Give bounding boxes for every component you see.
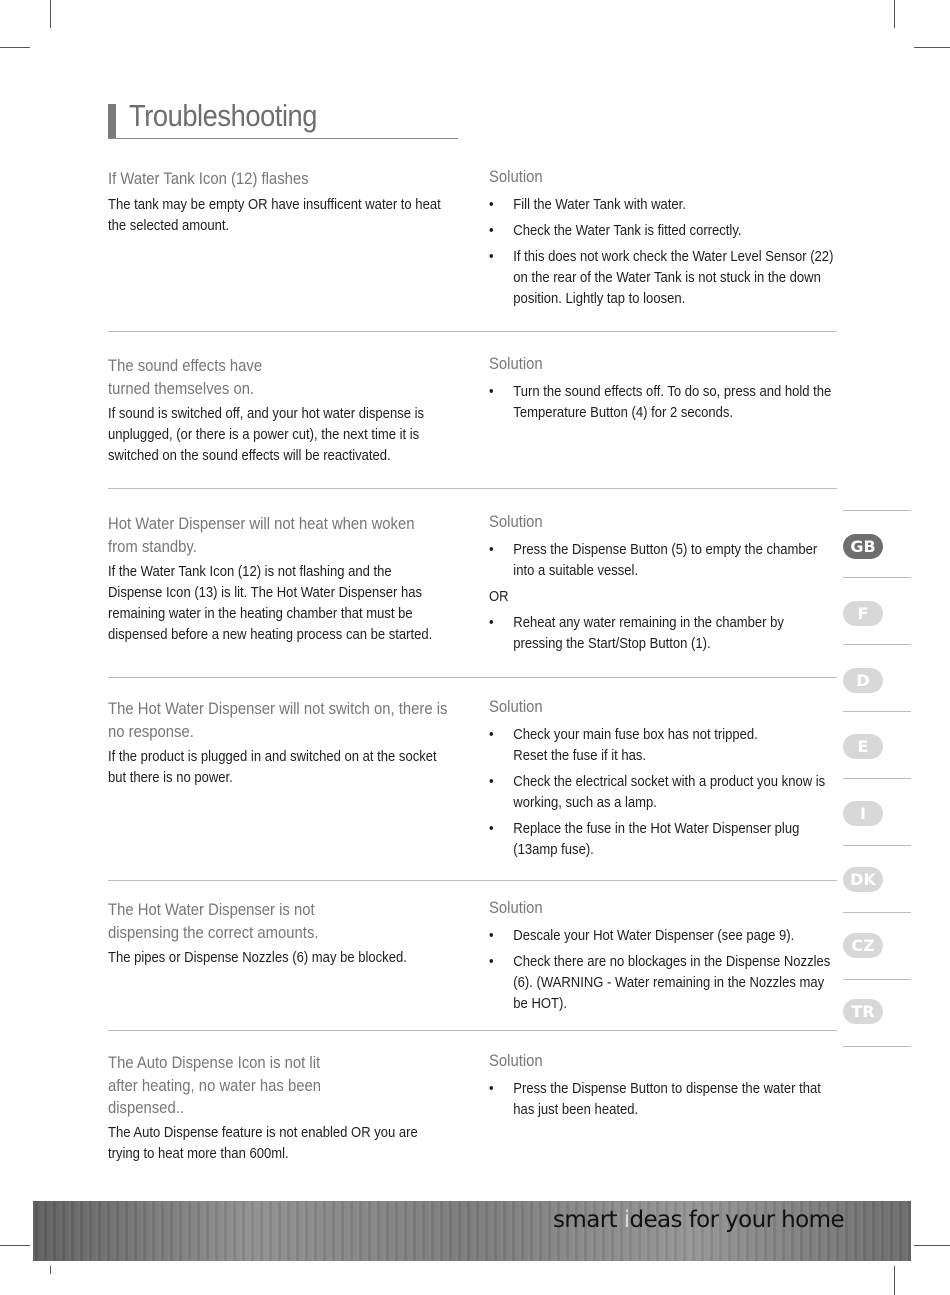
- section-divider: [108, 880, 837, 881]
- language-divider: [843, 979, 911, 980]
- problem-heading: The Auto Dispense Icon is not lit after heating, no water has been dispensed..: [108, 1054, 322, 1117]
- tagline-highlight: i: [623, 1207, 630, 1233]
- solution-item: • Check the Water Tank is fitted correctly.: [489, 221, 836, 242]
- section-divider: [108, 677, 837, 678]
- language-tab-e[interactable]: E: [843, 734, 883, 759]
- crop-mark: [914, 47, 950, 48]
- solution-item: • Turn the sound effects off. To do so, press and hold the Temperature Button (4) for 2 seconds.: [489, 382, 836, 424]
- language-tab-f[interactable]: F: [843, 601, 883, 626]
- problem-heading: The Hot Water Dispenser is not dispensing the correct amounts.: [108, 901, 319, 942]
- or-separator: OR: [489, 589, 509, 605]
- page-title: Troubleshooting: [129, 98, 318, 133]
- language-divider: [843, 845, 911, 846]
- solution-heading: Solution: [489, 698, 543, 716]
- title-accent-bar: [108, 104, 116, 138]
- language-tab-cz[interactable]: CZ: [843, 933, 883, 958]
- problem-cause: The tank may be empty OR have insufficent water to heat the selected amount.: [108, 197, 441, 234]
- language-divider: [843, 577, 911, 578]
- solution-heading: Solution: [489, 1052, 543, 1070]
- solution-item: • Descale your Hot Water Dispenser (see page 9).: [489, 926, 836, 947]
- language-tab-d[interactable]: D: [843, 668, 883, 693]
- solution-heading: Solution: [489, 355, 543, 373]
- solution-heading: Solution: [489, 168, 543, 186]
- solution-item-line: • Check your main fuse box has not tripped.: [513, 727, 758, 743]
- crop-mark: [50, 0, 51, 28]
- tagline-text: deas for your home: [629, 1207, 844, 1233]
- language-divider: [843, 778, 911, 779]
- problem-cause: If the Water Tank Icon (12) is not flashing and the Dispense Icon (13) is lit. The Hot Water Dispenser has remaining water in the heating chamber that must be dispensed before a new heating process can be started.: [108, 564, 433, 643]
- problem-cause: The pipes or Dispense Nozzles (6) may be blocked.: [108, 950, 407, 966]
- problem-heading: Hot Water Dispenser will not heat when woken from standby.: [108, 515, 415, 556]
- tagline-text: smart: [553, 1207, 624, 1233]
- crop-mark: [894, 1266, 895, 1295]
- problem-heading: The Hot Water Dispenser will not switch on, there is no response.: [108, 700, 448, 741]
- language-divider: [843, 644, 911, 645]
- page-title-block: [108, 100, 458, 139]
- problem-cause: The Auto Dispense feature is not enabled OR you are trying to heat more than 600ml.: [108, 1125, 418, 1162]
- solution-item: • If this does not work check the Water Level Sensor (22) on the rear of the Water Tank is not stuck in the down position. Lightly tap to loosen.: [489, 247, 836, 310]
- solution-item: • Check the electrical socket with a product you know is working, such as a lamp.: [489, 772, 836, 814]
- language-tab-gb[interactable]: GB: [843, 534, 883, 559]
- solution-list: [489, 382, 836, 429]
- solution-heading: Solution: [489, 513, 543, 531]
- solution-list: [489, 725, 836, 866]
- language-divider: [843, 711, 911, 712]
- language-tab-i[interactable]: I: [843, 801, 883, 826]
- solution-item: • Press the Dispense Button to dispense the water that has just been heated.: [489, 1079, 836, 1121]
- footer-banner: [33, 1201, 911, 1261]
- solution-list: [489, 1079, 836, 1126]
- crop-mark: [50, 1266, 51, 1274]
- section-divider: [108, 331, 837, 332]
- solution-list: [489, 926, 836, 1020]
- section-divider: [108, 1030, 837, 1031]
- footer-tagline: [553, 1207, 844, 1233]
- problem-heading: The sound effects have turned themselves on.: [108, 357, 263, 398]
- problem-heading: If Water Tank Icon (12) flashes: [108, 170, 309, 188]
- language-divider: [843, 1046, 911, 1047]
- solution-item: • Press the Dispense Button (5) to empty the chamber into a suitable vessel.: [489, 540, 836, 582]
- language-tab-tr[interactable]: TR: [843, 999, 883, 1024]
- crop-mark: [0, 47, 30, 48]
- crop-mark: [0, 1245, 30, 1246]
- language-divider: [843, 912, 911, 913]
- solution-item: • Reheat any water remaining in the chamber by pressing the Start/Stop Button (1).: [489, 613, 836, 655]
- solution-list: [489, 540, 836, 660]
- solution-item: [489, 725, 836, 767]
- language-tab-dk[interactable]: DK: [843, 867, 883, 892]
- crop-mark: [894, 0, 895, 28]
- solution-list: [489, 195, 836, 315]
- solution-item-line: Reset the fuse if it has.: [513, 748, 647, 764]
- problem-cause: If the product is plugged in and switched on at the socket but there is no power.: [108, 749, 437, 786]
- crop-mark: [914, 1245, 950, 1246]
- language-divider: [843, 510, 911, 511]
- section-divider: [108, 488, 837, 489]
- solution-item: • Fill the Water Tank with water.: [489, 195, 836, 216]
- solution-item: • Check there are no blockages in the Dispense Nozzles (6). (WARNING - Water remaining in the Nozzles may be HOT).: [489, 952, 836, 1015]
- solution-heading: Solution: [489, 899, 543, 917]
- problem-cause: If sound is switched off, and your hot water dispense is unplugged, (or there is a power cut), the next time it is switched on the sound effects will be reactivated.: [108, 406, 425, 464]
- solution-item: • Replace the fuse in the Hot Water Dispenser plug (13amp fuse).: [489, 819, 836, 861]
